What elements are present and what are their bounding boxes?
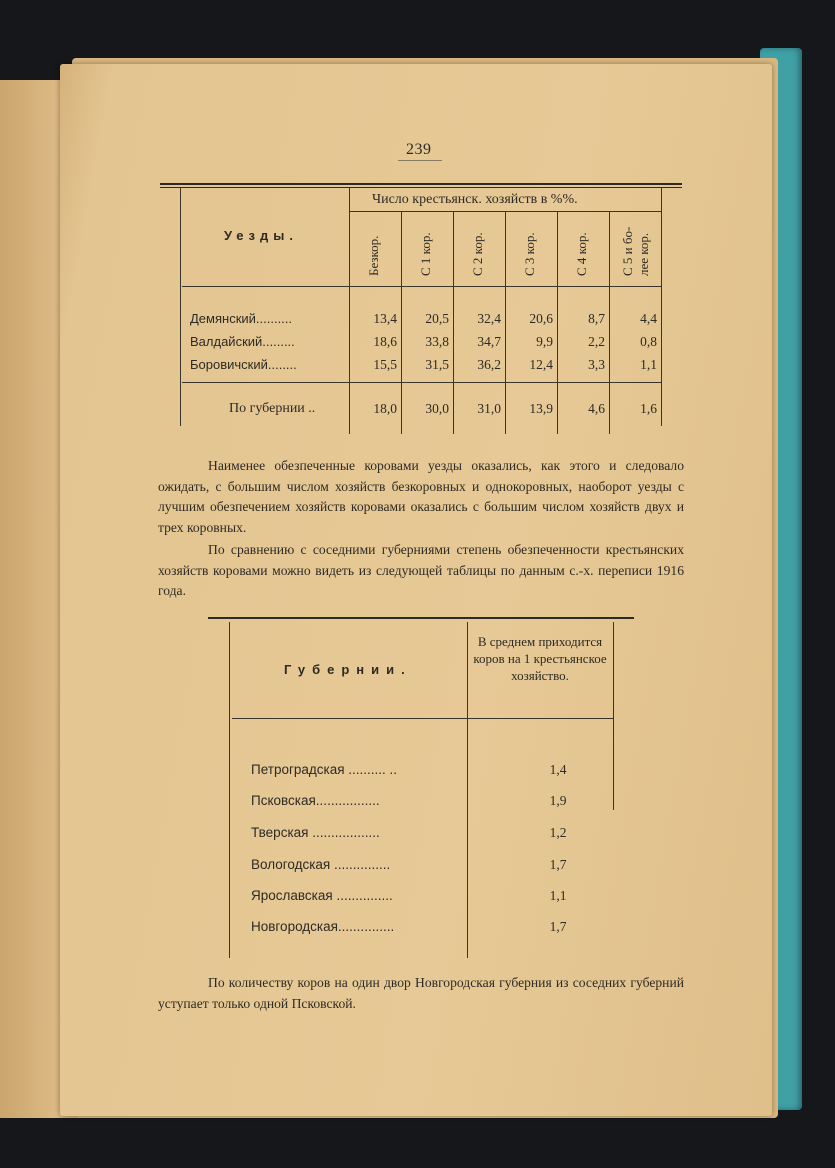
table-cell: 18,0 [373, 401, 397, 416]
province-value: 1,1 [549, 888, 567, 903]
table-rule [229, 622, 230, 958]
table-cell: 8,7 [588, 311, 605, 326]
table-cell: 4,4 [640, 311, 657, 326]
province-name: Псковская................. [251, 793, 380, 808]
table-cell: 33,8 [425, 334, 449, 349]
column-header: С 1 кор. [418, 232, 433, 276]
table-cell: 9,9 [536, 334, 553, 349]
page-number-rule [398, 160, 442, 161]
table-cell: 20,5 [425, 311, 449, 326]
table-rule [609, 212, 610, 434]
table-rule [180, 188, 181, 426]
table-cell: 12,4 [529, 357, 553, 372]
province-value: 1,9 [549, 793, 567, 808]
table-cell: 13,4 [373, 311, 397, 326]
paragraph-text: По количеству коров на один двор Новгородская губерния из соседних губерний уступает только одной Псковской. [158, 975, 684, 1011]
county-name: Валдайский......... [190, 334, 295, 349]
table-cell: 1,1 [640, 357, 657, 372]
table-cell: 36,2 [477, 357, 501, 372]
average-header: В среднем приходится коров на 1 крестьянское хозяйство. [473, 634, 607, 683]
table-rule [349, 188, 350, 434]
table-rule [661, 188, 662, 426]
table-cell: 13,9 [529, 401, 553, 416]
table-rule [557, 212, 558, 434]
county-name: Демянский.......... [190, 311, 293, 326]
province-value: 1,7 [549, 857, 567, 872]
column-header: С 3 кор. [522, 232, 537, 276]
group-header: Число крестьянск. хозяйств в %%. [372, 192, 578, 207]
paragraph [158, 456, 684, 538]
table-cell: 2,2 [588, 334, 605, 349]
province-header: Губернии. [284, 662, 412, 677]
table-rule [401, 212, 402, 434]
paragraph-text: Наименее обезпеченные коровами уезды оказались, как этого и следовало ожидать, с большим числом хозяйств безкоровных и однокоровных, наоборот уезды с лучшим обезпечением хозяйств коровами оказались с большим числом хозяйств двух и трех коровных. [158, 458, 684, 535]
table-rule [453, 212, 454, 434]
province-name: Ярославская ............... [251, 888, 393, 903]
province-value: 1,2 [549, 825, 567, 840]
paragraph [158, 540, 684, 602]
column-header: Безкор. [366, 235, 381, 276]
table-cell: 3,3 [588, 357, 605, 372]
table-rule [505, 212, 506, 434]
province-name: Тверская .................. [251, 825, 380, 840]
column-header: С 4 кор. [574, 232, 589, 276]
province-name: Петроградская .......... .. [251, 762, 398, 777]
table-cell: 1,6 [640, 401, 657, 416]
table-top-rule [160, 183, 682, 185]
table-cell: 34,7 [477, 334, 501, 349]
table-top-rule [208, 617, 634, 619]
table-rule [467, 622, 468, 958]
province-value: 1,4 [549, 762, 567, 777]
table-rule [182, 382, 661, 383]
column-header: С 2 кор. [470, 232, 485, 276]
total-label: По губернии .. [229, 401, 316, 416]
county-name: Боровичский........ [190, 357, 297, 372]
column-header: С 5 и бо- [620, 226, 635, 276]
table-rule [350, 211, 661, 212]
table-cell: 15,5 [373, 357, 397, 372]
province-name: Новгородская............... [251, 919, 395, 934]
table-rule [613, 622, 614, 810]
column-header: лее кор. [636, 232, 651, 276]
paragraph [158, 973, 684, 1014]
table-cell: 31,5 [425, 357, 449, 372]
table-rule [182, 286, 661, 287]
row-header: Уезды. [224, 228, 298, 243]
province-value: 1,7 [549, 919, 567, 934]
table-rule [232, 718, 613, 719]
table-top-rule [160, 187, 682, 188]
table-cell: 0,8 [640, 334, 657, 349]
table-cell: 4,6 [588, 401, 605, 416]
paragraph-text: По сравнению с соседними губерниями степень обезпеченности крестьянских хозяйств коровами можно видеть из следующей таблицы по данным с.-х. переписи 1916 года. [158, 542, 684, 598]
province-name: Вологодская ............... [251, 857, 391, 872]
table-cell: 31,0 [477, 401, 501, 416]
page-number: 239 [406, 141, 432, 158]
table-cell: 18,6 [373, 334, 397, 349]
table-cell: 20,6 [529, 311, 553, 326]
table-cell: 32,4 [477, 311, 501, 326]
table-cell: 30,0 [425, 401, 449, 416]
